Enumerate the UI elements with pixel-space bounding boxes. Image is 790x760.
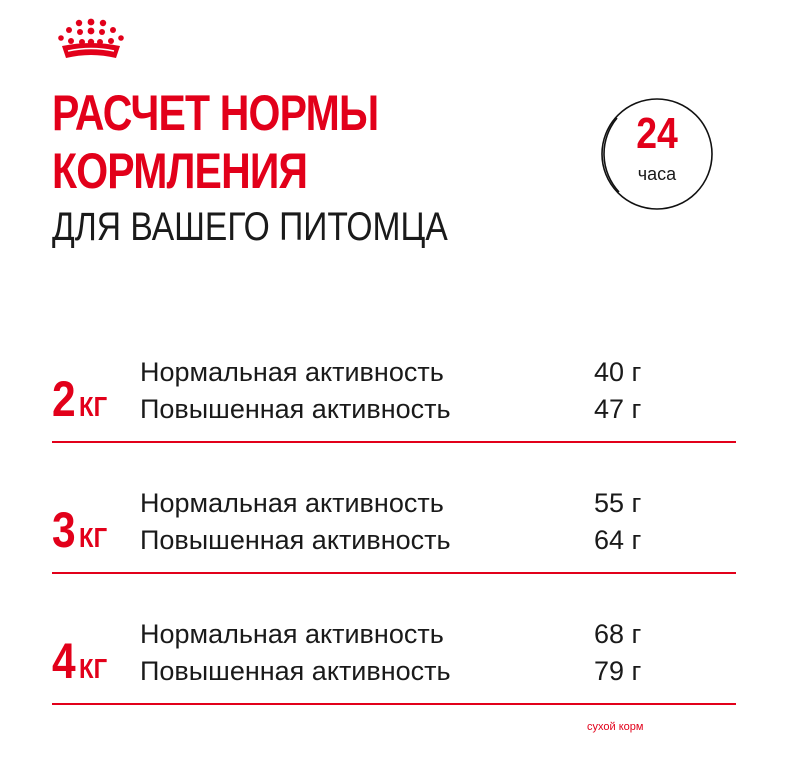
portion-value-normal: 55 г xyxy=(594,488,642,518)
feeding-group-3kg xyxy=(52,486,736,616)
row-divider xyxy=(52,703,736,705)
crown-logo-icon xyxy=(56,18,126,62)
portion-value-normal: 68 г xyxy=(594,619,642,649)
weight-number: 2 xyxy=(52,371,76,427)
activity-label-normal: Нормальная активность xyxy=(140,619,444,649)
title-line-2: КОРМЛЕНИЯ xyxy=(52,143,308,199)
activity-label-normal: Нормальная активность xyxy=(140,488,444,518)
weight-unit: КГ xyxy=(79,391,108,422)
activity-label-high: Повышенная активность xyxy=(140,394,451,424)
weight-label xyxy=(52,500,107,568)
row-divider xyxy=(52,441,736,443)
weight-unit: КГ xyxy=(79,522,108,553)
portion-value-normal: 40 г xyxy=(594,357,642,387)
portion-value-high: 64 г xyxy=(594,525,642,555)
weight-number: 3 xyxy=(52,502,76,558)
page-subtitle: ДЛЯ ВАШЕГО ПИТОМЦА xyxy=(52,205,448,249)
portion-value-high: 79 г xyxy=(594,656,642,686)
weight-unit: КГ xyxy=(79,653,108,684)
weight-number: 4 xyxy=(52,633,76,689)
row-divider xyxy=(52,572,736,574)
activity-label-high: Повышенная активность xyxy=(140,525,451,555)
badge-unit: часа xyxy=(637,164,677,184)
weight-label xyxy=(52,631,107,699)
footnote: сухой корм xyxy=(587,721,644,733)
portion-value-high: 47 г xyxy=(594,394,642,424)
daily-badge xyxy=(599,96,715,212)
page-title xyxy=(52,84,378,200)
feeding-group-2kg xyxy=(52,355,736,485)
badge-number: 24 xyxy=(636,109,678,158)
activity-label-normal: Нормальная активность xyxy=(140,357,444,387)
title-line-1: РАСЧЕТ НОРМЫ xyxy=(52,85,379,141)
activity-label-high: Повышенная активность xyxy=(140,656,451,686)
weight-label xyxy=(52,369,107,437)
